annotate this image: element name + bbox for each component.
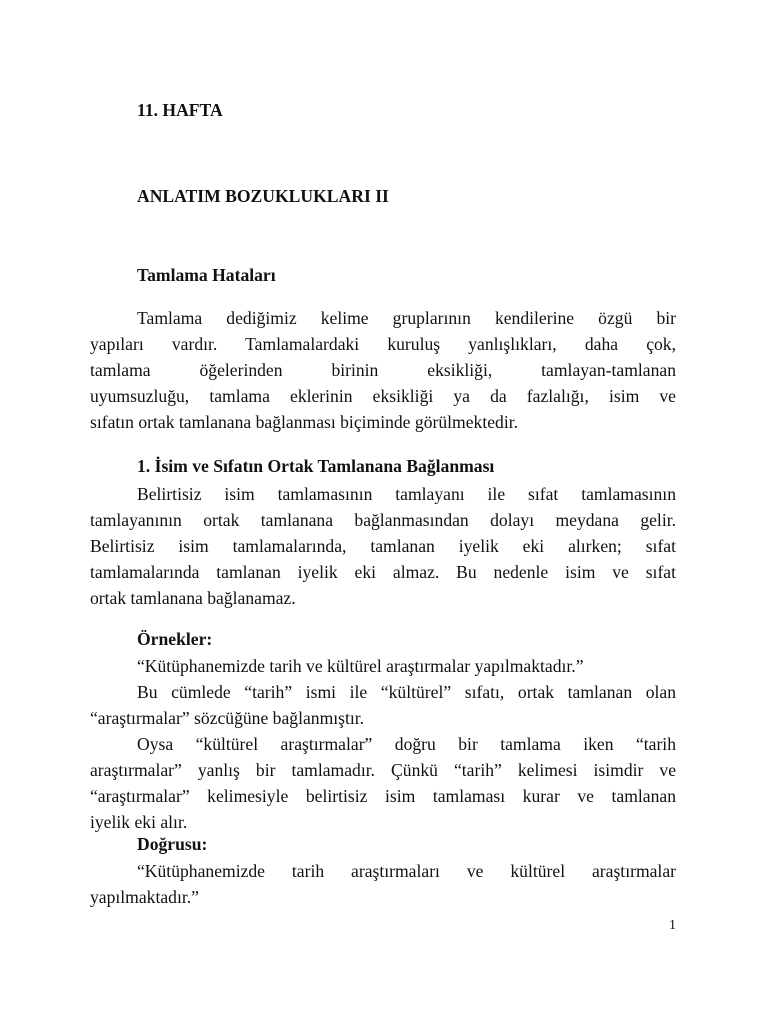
main-heading: ANLATIM BOZUKLUKLARI II <box>137 186 389 206</box>
paragraph-line: uyumsuzluğu, tamlama eklerinin eksikliği ya da fazlalığı, isim ve <box>90 386 676 406</box>
example-paragraph <box>90 653 676 679</box>
paragraph-line: “araştırmalar” kelimesiyle belirtisiz isim tamlaması kurar ve tamlanan <box>90 786 676 806</box>
paragraph-line: ortak tamlanana bağlanamaz. <box>90 588 296 608</box>
paragraph-line: Tamlama dediğimiz kelime gruplarının kendilerine özgü bir <box>137 308 676 328</box>
paragraph-line: araştırmalar” yanlış bir tamlamadır. Çünkü “tarih” kelimesi isimdir ve <box>90 760 676 780</box>
paragraph-line: Oysa “kültürel araştırmalar” doğru bir tamlama iken “tarih <box>137 734 676 754</box>
week-heading: 11. HAFTA <box>137 100 223 120</box>
subsection-paragraph <box>90 481 676 611</box>
correct-heading: Doğrusu: <box>137 834 208 854</box>
section-heading: Tamlama Hataları <box>137 265 276 285</box>
paragraph-line: yapılmaktadır.” <box>90 887 199 907</box>
paragraph-line: Belirtisiz isim tamlamasının tamlayanı ile sıfat tamlamasının <box>137 484 676 504</box>
paragraph-line: tamlamalarında tamlanan iyelik eki almaz. Bu nedenle isim ve sıfat <box>90 562 676 582</box>
paragraph-line: sıfatın ortak tamlanana bağlanması biçiminde görülmektedir. <box>90 412 518 432</box>
paragraph-line: yapıları vardır. Tamlamalardaki kuruluş yanlışlıkları, daha çok, <box>90 334 676 354</box>
paragraph-line: tamlayanının ortak tamlanana bağlanmasından dolayı meydana gelir. <box>90 510 676 530</box>
subsection-heading: 1. İsim ve Sıfatın Ortak Tamlanana Bağlanması <box>137 456 495 476</box>
paragraph-line: Bu cümlede “tarih” ismi ile “kültürel” sıfatı, ortak tamlanan olan <box>137 682 676 702</box>
paragraph-line: Belirtisiz isim tamlamalarında, tamlanan iyelik eki alırken; sıfat <box>90 536 676 556</box>
explanation-paragraph-1 <box>90 679 676 731</box>
explanation-paragraph-2 <box>90 731 676 835</box>
correct-paragraph <box>90 858 676 910</box>
paragraph-line: tamlama öğelerinden birinin eksikliği, tamlayan-tamlanan <box>90 360 676 380</box>
paragraph-line: iyelik eki alır. <box>90 812 188 832</box>
paragraph-line: “Kütüphanemizde tarih araştırmaları ve kültürel araştırmalar <box>137 861 676 881</box>
page-number: 1 <box>669 918 676 933</box>
example-sentence: “Kütüphanemizde tarih ve kültürel araştırmalar yapılmaktadır.” <box>137 656 584 676</box>
examples-heading: Örnekler: <box>137 629 213 649</box>
paragraph-line: “araştırmalar” sözcüğüne bağlanmıştır. <box>90 708 365 728</box>
intro-paragraph <box>90 305 676 435</box>
